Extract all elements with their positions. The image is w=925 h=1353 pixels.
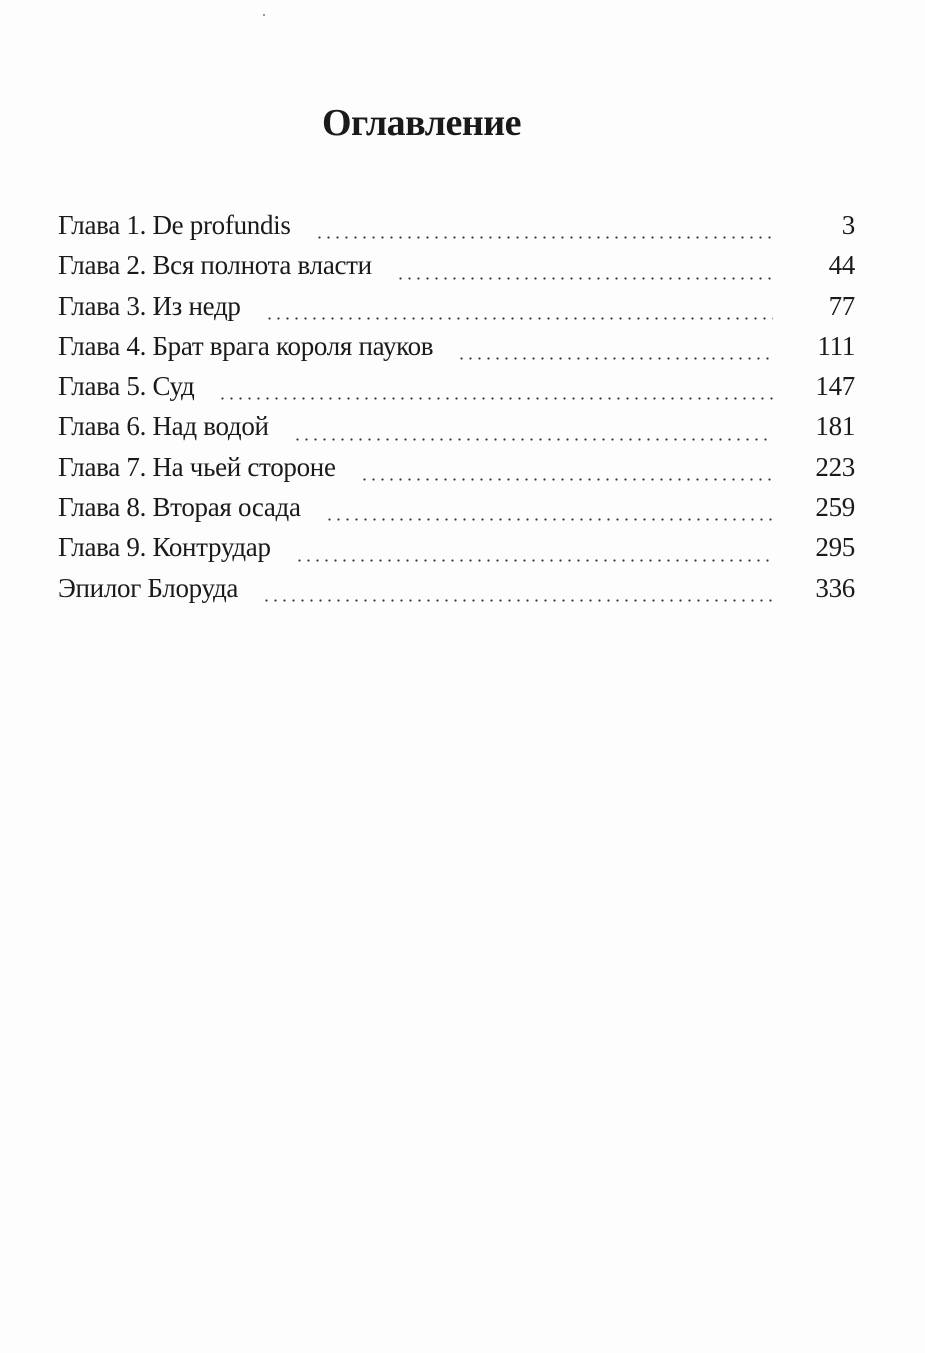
- toc-entry: [58, 452, 855, 492]
- toc-entry: [58, 371, 855, 411]
- toc-entry-label: Глава 8. Вторая осада: [58, 492, 301, 523]
- toc-entry-page: 181: [815, 411, 855, 442]
- toc-entry-label: Глава 1. De profundis: [58, 210, 291, 240]
- toc-entry: [58, 532, 855, 572]
- dot-leader: [457, 357, 773, 360]
- dot-leader: [295, 559, 773, 562]
- dot-leader: [360, 478, 773, 481]
- paper-speck: [263, 14, 265, 16]
- toc-entry-label: Глава 2. Вся полнота власти: [58, 250, 372, 281]
- dot-leader: [218, 397, 773, 400]
- toc-entry-label: Глава 9. Контрудар: [58, 532, 271, 563]
- toc-entry-page: 147: [815, 371, 855, 402]
- toc-entry: [58, 210, 855, 250]
- table-of-contents: [58, 210, 855, 613]
- toc-entry-label: Глава 6. Над водой: [58, 411, 269, 442]
- toc-entry: [58, 492, 855, 532]
- toc-entry-page: 223: [815, 451, 855, 482]
- toc-entry-label: Эпилог Блоруда: [58, 572, 239, 603]
- dot-leader: [293, 438, 773, 441]
- toc-entry-page: 111: [817, 330, 855, 361]
- dot-leader: [325, 518, 773, 521]
- toc-entry: [58, 291, 855, 331]
- toc-entry: [58, 573, 855, 613]
- page-title: Оглавление: [321, 102, 522, 145]
- toc-entry-label: Глава 7. На чьей стороне: [58, 451, 336, 482]
- dot-leader: [265, 317, 773, 320]
- dot-leader: [262, 599, 773, 602]
- dot-leader: [315, 236, 773, 239]
- toc-entry-page: 295: [815, 532, 855, 563]
- toc-entry-page: 3: [841, 210, 855, 240]
- toc-entry-label: Глава 5. Суд: [58, 371, 195, 402]
- toc-entry: [58, 331, 855, 371]
- toc-entry: [58, 250, 855, 290]
- toc-entry-page: 259: [815, 492, 855, 523]
- dot-leader: [396, 277, 773, 280]
- toc-entry-page: 336: [815, 572, 855, 603]
- toc-entry-label: Глава 3. Из недр: [58, 290, 241, 321]
- toc-entry-label: Глава 4. Брат врага короля пауков: [58, 330, 434, 361]
- toc-entry-page: 77: [828, 290, 855, 321]
- toc-entry-page: 44: [828, 250, 855, 281]
- toc-entry: [58, 411, 855, 451]
